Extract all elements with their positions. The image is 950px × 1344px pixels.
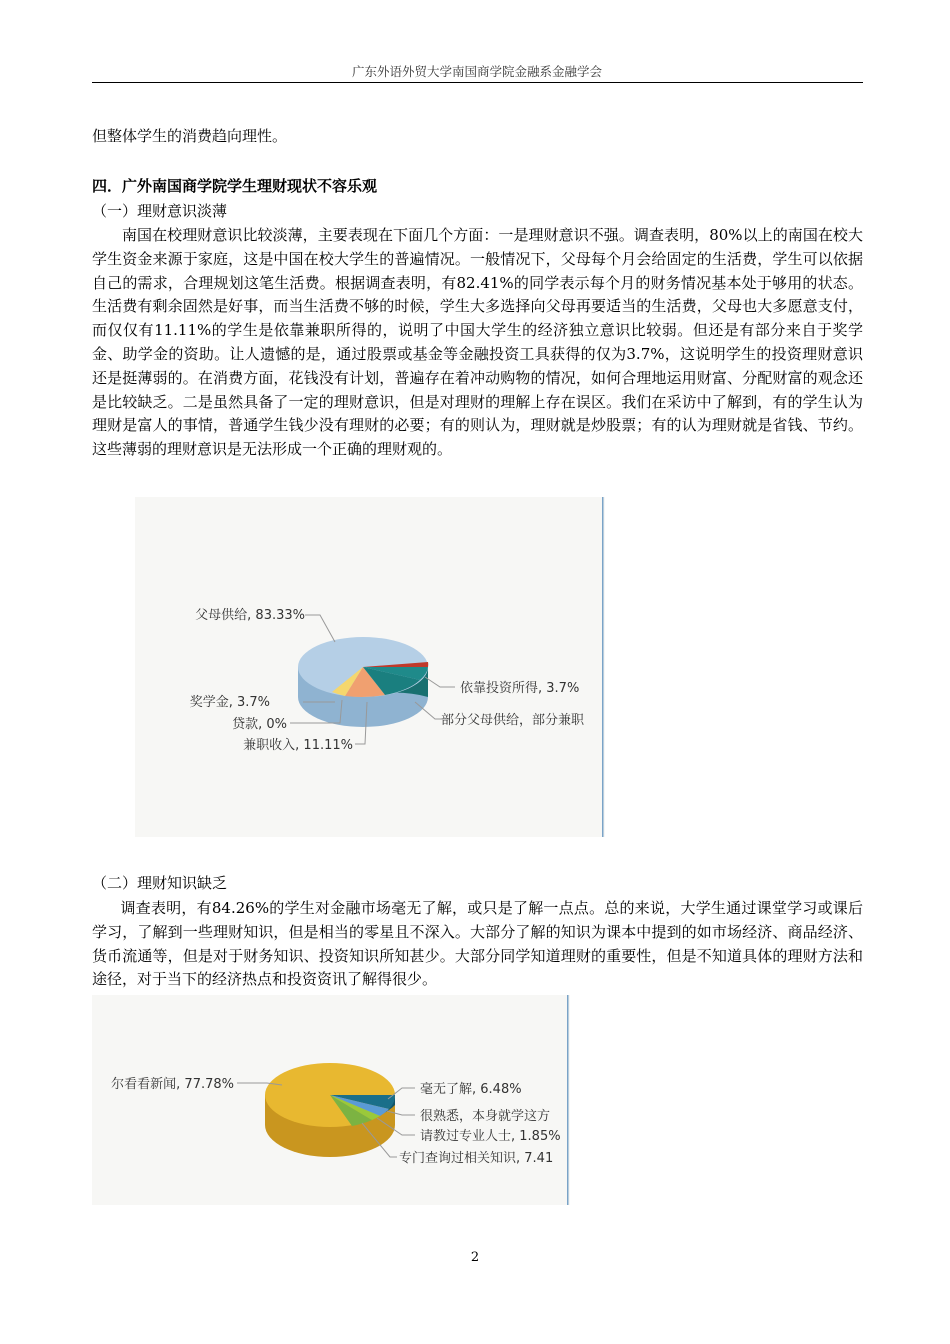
- chart-2-label-news: 尔看看新闻, 77.78%: [111, 1077, 234, 1092]
- pie-1-body: [298, 637, 428, 727]
- paragraph-2: 调查表明，有84.26%的学生对金融市场毫无了解，或只是了解一点点。总的来说，大学生通过课堂学习或课后学习，了解到一些理财知识，但是相当的零星且不深入。大部分了解的知识为课本中提到的如市场经济、商品经济、货币流通等，但是对于财务知识、投资知识所知甚少。大部分同学知道理财的重要性，但是不知道具体的理财方法和途径，对于当下的经济热点和投资资讯了解得很少。: [92, 899, 863, 989]
- chart-1-label-part-time: 兼职收入, 11.11%: [243, 738, 353, 753]
- chart-1-label-loan: 贷款, 0%: [232, 717, 287, 732]
- chart-2-label-searched: 专门查询过相关知识, 7.41: [399, 1151, 554, 1166]
- paragraph-1: 南国在校理财意识比较淡薄，主要表现在下面几个方面：一是理财意识不强。调查表明，80%以上的南国在校大学生资金来源于家庭，这是中国在校大学生的普遍情况。一般情况下，父母每个月会给固定的生活费，学生可以依据自己的需求，合理规划这笔生活费。根据调查表明，有82.41%的同学表示每个月的财务情况基本处于够用的状态。生活费有剩余固然是好事，而当生活费不够的时候，学生大多选择向父母再要适当的生活费，父母也大多愿意支付，而仅仅有11.11%的学生是依靠兼职所得的，说明了中国大学生的经济独立意识比较弱。但还是有部分来自于奖学金、助学金的资助。让人遗憾的是，通过股票或基金等金融投资工具获得的仅为3.7%，这说明学生的投资理财意识还是挺薄弱的。在消费方面，花钱没有计划，普遍存在着冲动购物的情况，如何合理地运用财富、分配财富的观念还是比较缺乏。二是虽然具备了一定的理财意识，但是对理财的理解上存在误区。我们在采访中了解到，有的学生认为理财是富人的事情，普通学生钱少没有理财的必要；有的则认为，理财就是炒股票；有的认为理财就是省钱、节约。这些薄弱的理财意识是无法形成一个正确的理财观的。: [92, 226, 863, 459]
- header-rule: [92, 82, 863, 83]
- chart-1-label-investment: 依靠投资所得, 3.7%: [460, 681, 580, 696]
- running-header: 广东外语外贸大学南国商学院金融系金融学会: [351, 64, 602, 79]
- chart-2-border: [567, 995, 569, 1205]
- pie-chart-2-svg: [92, 995, 570, 1205]
- pie-chart-1-svg: [135, 497, 605, 837]
- page-number: 2: [470, 1250, 480, 1265]
- chart-2-label-familiar: 很熟悉，本身就学这方: [420, 1109, 551, 1124]
- pie-2-body: [265, 1063, 395, 1157]
- subsection-heading-1: （一）理财意识淡薄: [92, 202, 228, 220]
- chart-2-label-expert: 请教过专业人士, 1.85%: [420, 1129, 561, 1144]
- chart-2-label-no-knowledge: 毫无了解, 6.48%: [420, 1082, 522, 1097]
- subsection-heading-2: （二）理财知识缺乏: [92, 874, 228, 892]
- chart-1-label-scholarship: 奖学金, 3.7%: [189, 695, 270, 710]
- pie-chart-financial-knowledge: [92, 995, 570, 1205]
- chart-1-label-parents: 父母供给, 83.33%: [195, 608, 305, 623]
- intro-line: 但整体学生的消费趋向理性。: [92, 127, 288, 145]
- chart-1-border: [602, 497, 604, 837]
- pie-chart-funding-sources: [135, 497, 605, 837]
- section-heading: 四．广外南国商学院学生理财现状不容乐观: [92, 177, 378, 195]
- chart-1-label-part-job: 部分父母供给，部分兼职: [441, 713, 585, 728]
